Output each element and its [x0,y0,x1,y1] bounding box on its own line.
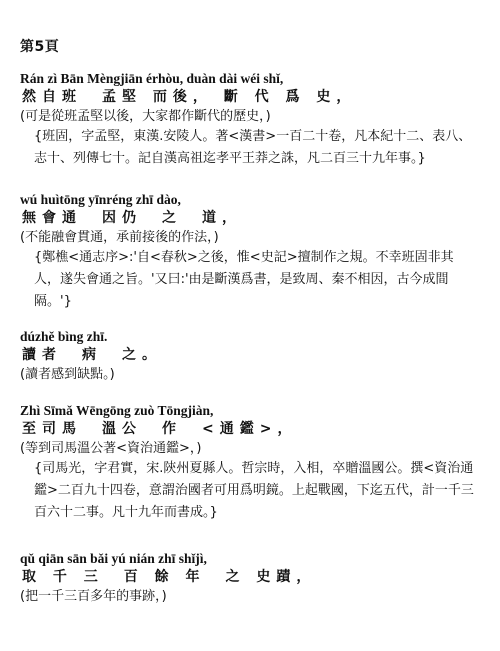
chinese-line: 無會通 因仍 之 道， [22,210,242,226]
text-section [20,191,490,313]
pinyin-line: Zhì Sīmǎ Wēngōng zuò Tōngjiàn, [20,403,214,418]
translation-line: (讀者感到缺點。) [20,367,115,382]
page-label: 第5頁 [20,39,60,55]
pinyin-line: wú huìtōng yīnréng zhī dào, [20,192,181,207]
translation-line: (不能融會貫通，承前接後的作法，) [20,230,219,245]
annotation-note: {鄭樵<通志序>:'自<春秋>之後，惟<史記>擅制作之規。不幸班固非其人，遂失會通之旨。'又曰:'由是斷漢爲書，是致周、秦不相因，古今成間隔。'} [34,250,454,309]
annotation-note: {班固，字孟堅，東漢.安陵人。著<漢書>一百二十卷，凡本紀十二、表八、志十、列傳七十。記自漢高祖迄孝平王莽之誅，凡二百三十九年事。} [34,129,472,166]
chinese-line: 至司馬 溫公 作 <通鑑>， [22,421,298,437]
pinyin-line: Rán zì Bān Mèngjiān érhòu, duàn dài wéi shǐ, [20,71,284,86]
text-section [20,328,490,384]
chinese-line: 取 千 三 百 餘 年 之 史蹟， [22,569,317,585]
translation-line: (可是從班孟堅以後，大家都作斷代的歷史，) [20,109,271,124]
chinese-line: 讀者 病 之。 [22,347,162,363]
translation-line: (把一千三百多年的事跡，) [20,589,167,604]
pinyin-line: dúzhě bìng zhī. [20,329,108,344]
annotation-note: {司馬光，字君實，宋.陝州夏縣人。哲宗時，入相，卒贈溫國公。撰<資治通鑑>二百九十四卷，意謂治國者可用爲明鏡。上起戰國，下迄五代，計一千三百六十二事。凡十九年而書成。} [34,461,474,520]
text-section [20,70,490,170]
translation-line: (等到司馬溫公著<資治通鑑>，) [20,441,202,456]
text-section [20,550,490,606]
text-section [20,402,490,524]
chinese-line: 然自班 孟堅 而後， 斷 代 爲 史， [22,89,357,105]
pinyin-line: qǔ qiān sān bǎi yú nián zhī shǐjì, [20,551,207,566]
